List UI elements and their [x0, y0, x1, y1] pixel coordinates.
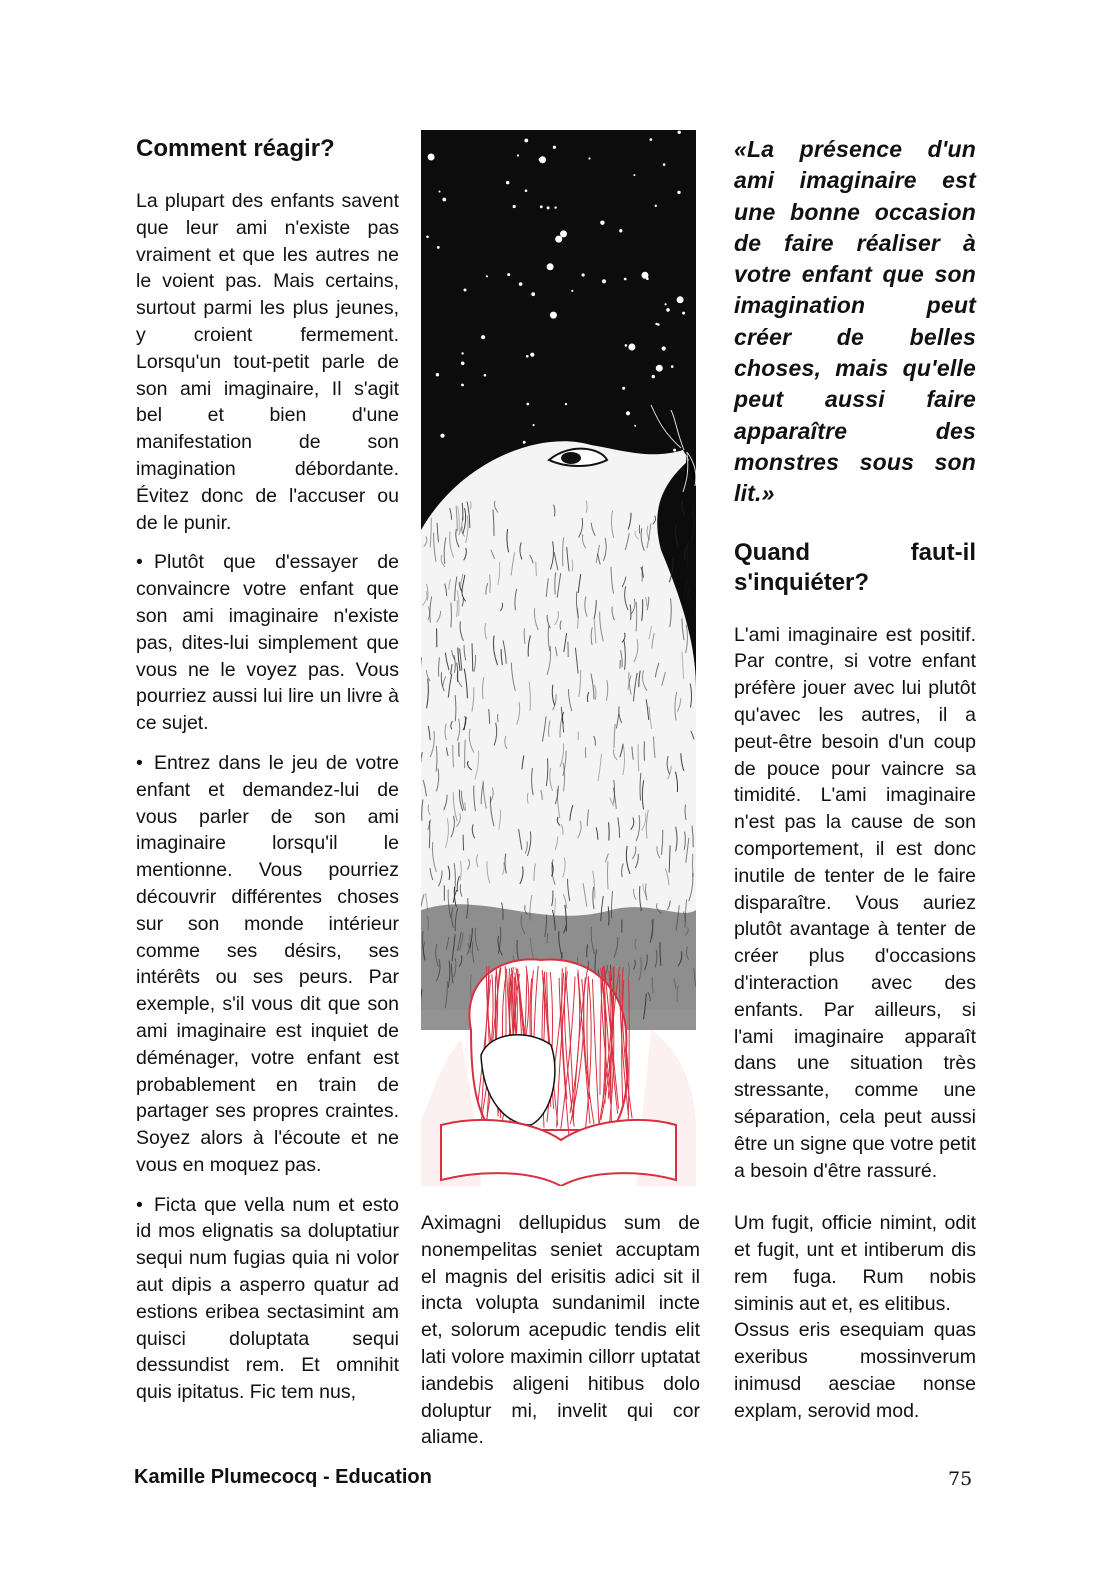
- fur-stroke: [463, 835, 464, 851]
- bullet-item: • Ficta que vella num et esto id mos elignatis sa doluptatiur sequi num fugias quia ni volor aut dipis a asperro quatur ad estions eribea sectasimint am quisci doluptata sequi dessundist rem. Et omnihit quis ipitatus. Fic tem nus,: [136, 1193, 399, 1404]
- star: [484, 374, 487, 377]
- star: [436, 373, 439, 376]
- star: [602, 279, 606, 283]
- star: [553, 146, 556, 149]
- fur-stroke: [429, 821, 430, 849]
- intro-paragraph: La plupart des enfants savent que leur ami n'existe pas vraiment et que les autres ne le voient pas. Mais certains, surtout parmi les plus jeunes, y croient fermement. Lorsqu'un tout-petit parle de son ami imaginaire, Il s'agit bel et bien d'une manifestation de son imagination débordante. Évitez donc de l'accuser ou de le punir.: [136, 190, 399, 534]
- star: [437, 246, 440, 249]
- star: [533, 424, 535, 426]
- star: [525, 189, 528, 192]
- star: [650, 138, 653, 141]
- star: [540, 205, 543, 208]
- star: [523, 441, 526, 444]
- star: [571, 290, 573, 292]
- star: [461, 384, 464, 387]
- star: [531, 292, 535, 296]
- star: [554, 206, 556, 208]
- star: [666, 308, 670, 312]
- star: [628, 344, 635, 351]
- star: [507, 273, 510, 276]
- star: [547, 263, 554, 270]
- star: [555, 236, 562, 243]
- bullet-icon: •: [136, 751, 143, 774]
- star: [622, 387, 625, 390]
- star: [655, 323, 657, 325]
- star: [665, 303, 667, 305]
- left-column: [136, 134, 399, 1419]
- middle-paragraph: Aximagni dellupidus sum de nonempelitas seniet accuptam el magnis del erisitis adici sit il incta volupta sundanimil incte et, solorum acepudic tendis elit lati volore maximin cillorr uptatat iandebis aligeni hitibus dolo doluptur mi, invelit qui cor aliame.: [421, 1212, 700, 1449]
- star: [582, 273, 585, 276]
- star: [671, 365, 674, 368]
- star: [600, 221, 604, 225]
- star: [619, 229, 622, 232]
- star: [682, 312, 685, 315]
- star: [588, 157, 590, 159]
- star: [634, 425, 636, 427]
- star: [461, 362, 465, 366]
- star: [547, 206, 550, 209]
- right-paragraph-3: Ossus eris esequiam quas exeribus mossinverum inimusd aesciae nonse explam, serovid mod.: [734, 1319, 976, 1422]
- star: [524, 139, 528, 143]
- bullet-icon: •: [136, 551, 143, 574]
- fur-stroke: [451, 603, 452, 628]
- star: [426, 236, 429, 239]
- pull-quote: «La présence d'un ami imaginaire est une bonne occasion de faire réaliser à votre enfant que son imagination peut créer de belles choses, mais qu'elle peut aussi faire apparaître des monstres sous son lit.»: [734, 136, 976, 507]
- page-number: 75: [948, 1468, 973, 1490]
- fur-stroke: [498, 714, 499, 722]
- right-column: [734, 134, 976, 1425]
- fur-stroke: [609, 822, 610, 840]
- bullet-item: • Entrez dans le jeu de votre enfant et demandez-lui de vous parler de son ami imaginaire lorsqu'il le mentionne. Vous pourriez découvrir différentes choses sur son monde intérieur comme ses désirs, ses intérêts ou ses peurs. Par exemple, s'il vous dit que son ami imaginaire est inquiet de déménager, votre enfant est probablement en train de partager ses propres craintes. Soyez alors à l'écoute et ne vous en moquez pas.: [136, 751, 399, 1176]
- night-creature-illustration: [421, 130, 696, 1186]
- star: [428, 154, 435, 161]
- fur-stroke: [465, 740, 466, 769]
- star: [655, 205, 657, 207]
- fur-stroke: [536, 562, 537, 576]
- star: [626, 411, 630, 415]
- star: [530, 353, 534, 357]
- star: [673, 449, 676, 452]
- star: [625, 344, 628, 347]
- star: [662, 346, 666, 350]
- star: [442, 198, 446, 202]
- star: [519, 282, 523, 286]
- star: [439, 191, 441, 193]
- bullet-icon: •: [136, 1193, 143, 1216]
- star: [526, 355, 529, 358]
- star: [656, 365, 663, 372]
- star: [652, 375, 655, 378]
- star: [677, 191, 680, 194]
- footer-author-section: Kamille Plumecocq - Education: [134, 1466, 432, 1488]
- bullet-item: • Plutôt que d'essayer de convaincre votre enfant que son ami imaginaire n'existe pas, dites-lui simplement que vous ne le voyez pas. Vous pourriez aussi lui lire un livre à ce sujet.: [136, 551, 399, 735]
- star: [513, 205, 516, 208]
- star: [678, 131, 681, 134]
- star: [464, 289, 467, 292]
- star: [486, 275, 488, 277]
- star: [624, 278, 627, 281]
- star: [440, 434, 444, 438]
- star: [461, 352, 463, 354]
- star: [526, 403, 529, 406]
- star: [481, 335, 485, 339]
- star: [560, 230, 567, 237]
- star: [677, 296, 684, 303]
- star: [506, 181, 509, 184]
- middle-column: [421, 1210, 700, 1451]
- star: [539, 158, 542, 161]
- star: [565, 403, 567, 405]
- star: [517, 154, 519, 156]
- heading-comment-reagir: Comment réagir?: [136, 135, 335, 162]
- star: [550, 312, 557, 319]
- star: [642, 272, 649, 279]
- star: [633, 174, 635, 176]
- heading-quand-inquieter: Quand faut-il s'inquiéter?: [734, 538, 976, 596]
- star: [663, 163, 666, 166]
- right-paragraph-1: L'ami imaginaire est positif. Par contre, si votre enfant préfère jouer avec lui plutôt qu'avec les autres, il a peut-être besoin d'un coup de pouce pour vaincre sa timidité. L'ami imaginaire n'est pas la cause de son comportement, il est donc inutile de tenter de le faire disparaître. Vous auriez plutôt avantage à tenter de créer plus d'occasions d'interaction avec des enfants. Par ailleurs, si l'ami imaginaire apparaît dans une situation très stressante, comme une séparation, cela peut aussi être un signe que votre petit a besoin d'être rassuré.: [734, 623, 976, 1182]
- fur-stroke: [620, 660, 621, 669]
- right-paragraph-2: Um fugit, officie nimint, odit et fugit, unt et intiberum dis rem fuga. Rum nobis siminis aut et, es elitibus.: [734, 1212, 976, 1315]
